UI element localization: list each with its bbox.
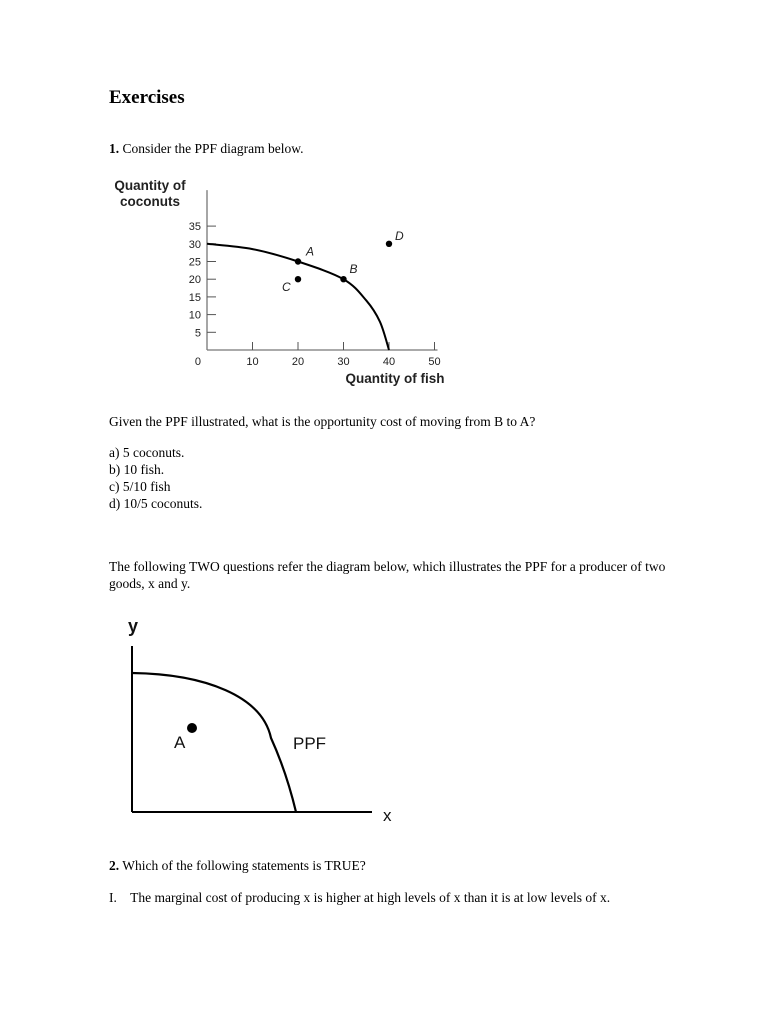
chart1-y-axis-label-line2: coconuts — [119, 194, 181, 209]
chart1-x-tick-label: 20 — [291, 356, 305, 368]
chart2-point-a-label: A — [174, 733, 186, 752]
chart2-y-axis-label: y — [128, 616, 139, 636]
chart2-curve-label: PPF — [293, 734, 327, 753]
chart1-y-tick-label: 20 — [188, 274, 201, 287]
chart2-ppf-curve — [132, 673, 296, 812]
chart2-x-axis-label: x — [383, 806, 392, 825]
chart1-origin-label: 0 — [194, 356, 201, 368]
chart1-y-tick-label: 35 — [188, 221, 201, 234]
chart1-x-tick-label: 40 — [382, 356, 396, 368]
chart1-x-axis-label: Quantity of fish — [345, 371, 445, 386]
question-2-text: Which of the following statements is TRUE? — [119, 858, 366, 873]
chart1-x-tick-label: 50 — [428, 356, 441, 368]
chart1-point-label-d: D — [395, 228, 404, 243]
question-1-options — [109, 444, 202, 512]
question-1-prompt — [109, 140, 303, 157]
chart1-x-tick-label: 30 — [337, 356, 350, 368]
chart1-point-label-a: A — [306, 244, 315, 259]
chart1-point-c — [295, 276, 301, 282]
chart1-y-tick-label: 5 — [194, 327, 201, 340]
chart1-point-label-c: C — [282, 280, 291, 295]
chart1-y-tick-label: 30 — [188, 238, 201, 251]
chart1-y-tick-label: 25 — [188, 256, 201, 269]
option-d: d) 10/5 coconuts. — [109, 496, 203, 511]
question-2-number: 2. — [109, 858, 120, 873]
chart1-y-tick-label: 15 — [188, 291, 201, 304]
chart1-point-d — [386, 241, 392, 247]
option-b: b) 10 fish. — [109, 462, 165, 477]
option-c: c) 5/10 fish — [109, 479, 171, 494]
question-2-statement-i: I. The marginal cost of producing x is higher at high levels of x than it is at low levels of x. — [109, 890, 611, 905]
chart1-y-tick-label: 10 — [188, 309, 201, 322]
chart2-point-a — [187, 723, 197, 733]
question-1-text: Consider the PPF diagram below. — [119, 141, 304, 156]
question-1-number: 1. — [109, 141, 120, 156]
question-2-prompt — [109, 857, 366, 874]
intro-two-questions: The following TWO questions refer the diagram below, which illustrates the PPF for a producer of two goods, x and y. — [109, 559, 666, 591]
ppf-chart-coconuts-fish — [110, 172, 470, 392]
ppf-chart-x-y — [110, 612, 410, 827]
chart1-y-axis-label-line1: Quantity of — [114, 178, 186, 193]
page-title: Exercises — [109, 87, 185, 108]
chart1-point-b — [340, 276, 346, 282]
option-a: a) 5 coconuts. — [109, 445, 185, 460]
question-1-question: Given the PPF illustrated, what is the opportunity cost of moving from B to A? — [109, 414, 536, 429]
chart1-point-label-b: B — [349, 262, 358, 277]
chart1-x-tick-label: 10 — [246, 356, 259, 368]
chart1-point-a — [295, 258, 301, 264]
